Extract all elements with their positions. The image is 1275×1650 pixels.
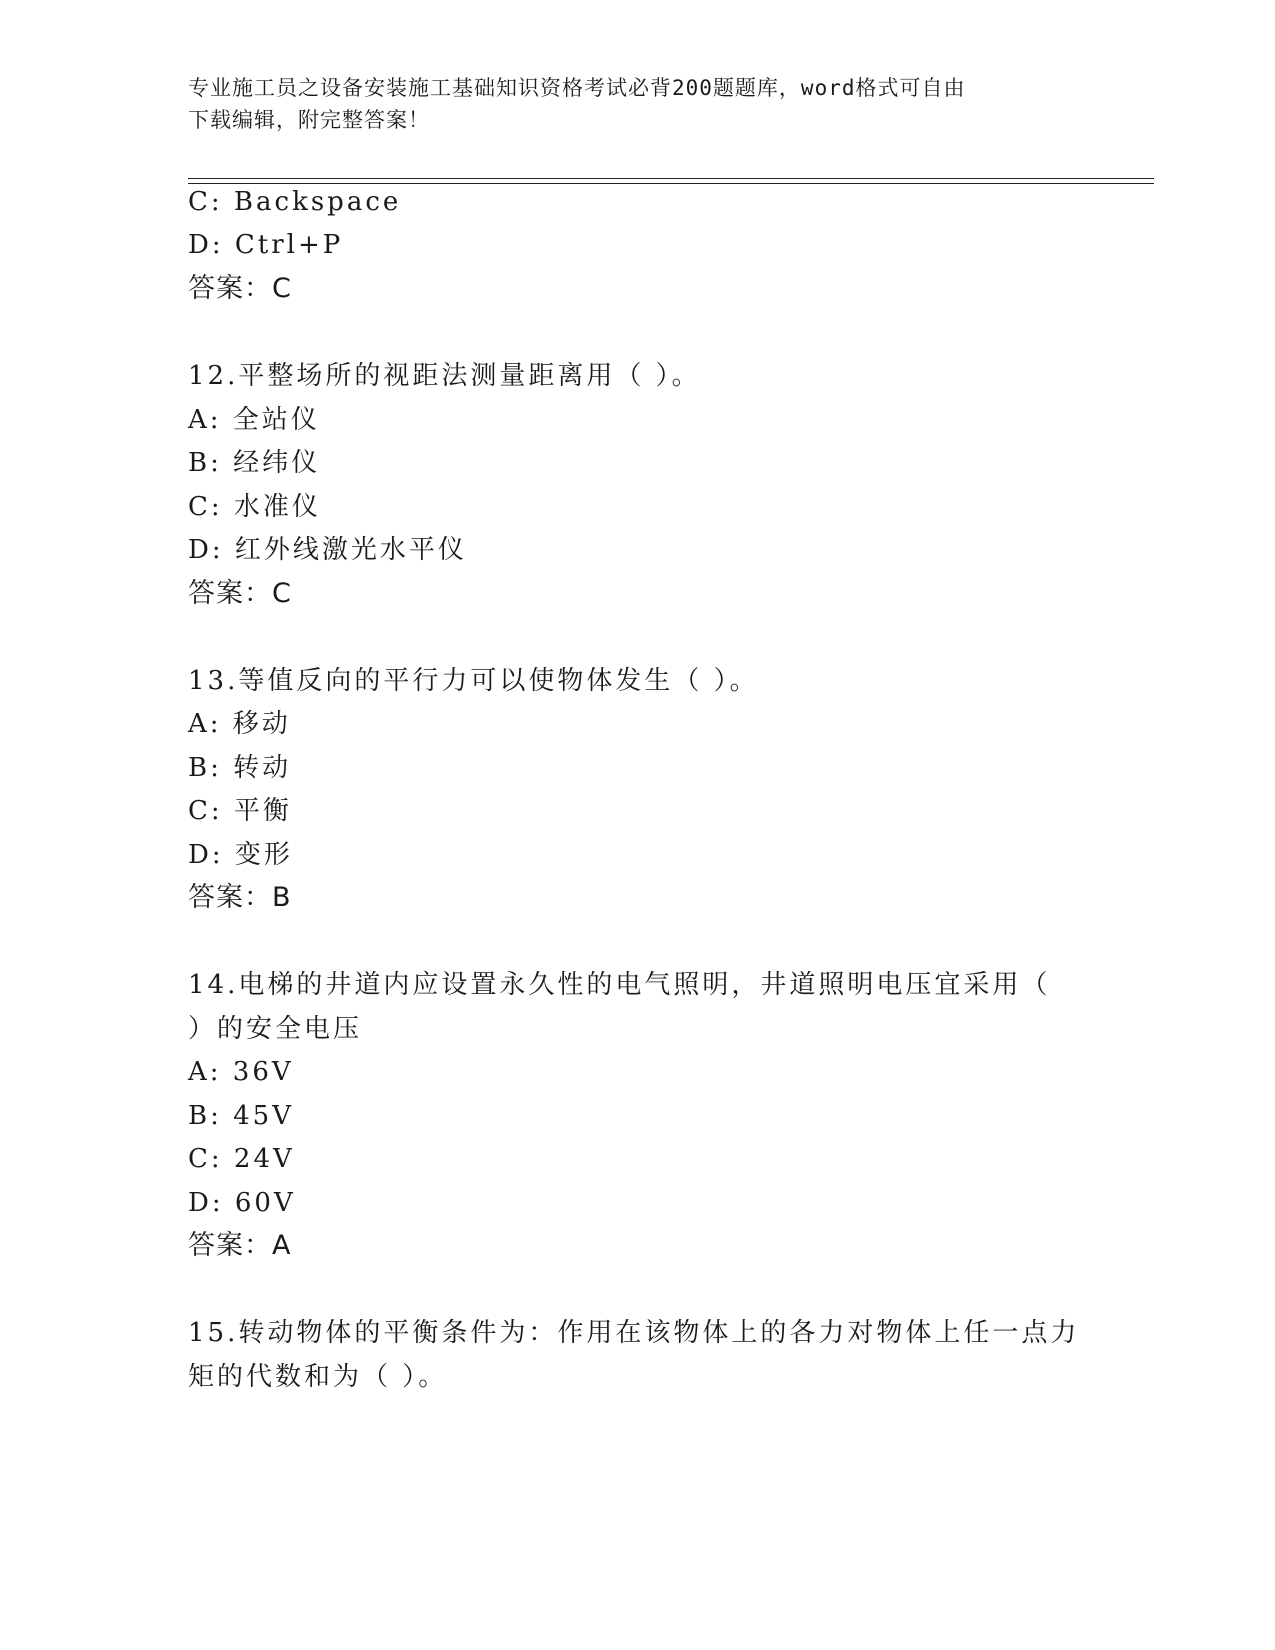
header-line-2: 下载编辑，附完整答案！ <box>188 108 430 132</box>
q12-option-a: A: 全站仪 <box>188 405 320 435</box>
q12-question: 12.平整场所的视距法测量距离用（ ）。 <box>188 361 701 391</box>
q11-answer: 答案：C <box>188 273 292 304</box>
q13-option-d: D: 变形 <box>188 840 293 870</box>
q11-option-d: D: Ctrl+P <box>188 230 344 260</box>
q12-answer: 答案：C <box>188 578 292 609</box>
q13-question: 13.等值反向的平行力可以使物体发生（ ）。 <box>188 666 759 696</box>
q14-option-a: A: 36V <box>188 1057 294 1087</box>
header-divider-top <box>188 178 1154 179</box>
q12-option-c: C: 水准仪 <box>188 492 321 522</box>
q12-option-b: B: 经纬仪 <box>188 448 321 478</box>
q11-option-c: C: Backspace <box>188 187 402 217</box>
q14-option-b: B: 45V <box>188 1101 294 1131</box>
q13-answer: 答案：B <box>188 882 292 913</box>
q15-question-line-1: 15.转动物体的平衡条件为：作用在该物体上的各力对物体上任一点力 <box>188 1318 1080 1348</box>
q12-option-d: D: 红外线激光水平仪 <box>188 535 467 565</box>
q13-option-c: C: 平衡 <box>188 796 292 826</box>
q15-question-line-2: 矩的代数和为（ ）。 <box>188 1362 448 1392</box>
header-divider-bottom <box>188 183 1154 184</box>
q14-answer: 答案：A <box>188 1230 292 1261</box>
q14-question-line-1: 14.电梯的井道内应设置永久性的电气照明，井道照明电压宜采用（ <box>188 970 1051 1000</box>
header-line-1: 专业施工员之设备安装施工基础知识资格考试必背200题题库，word格式可自由 <box>188 76 966 100</box>
q14-option-c: C: 24V <box>188 1144 295 1174</box>
q13-option-b: B: 转动 <box>188 753 292 783</box>
q14-question-line-2: ）的安全电压 <box>188 1014 363 1044</box>
document-header <box>188 72 1088 136</box>
q13-option-a: A: 移动 <box>188 709 291 739</box>
q14-option-d: D: 60V <box>188 1188 296 1218</box>
